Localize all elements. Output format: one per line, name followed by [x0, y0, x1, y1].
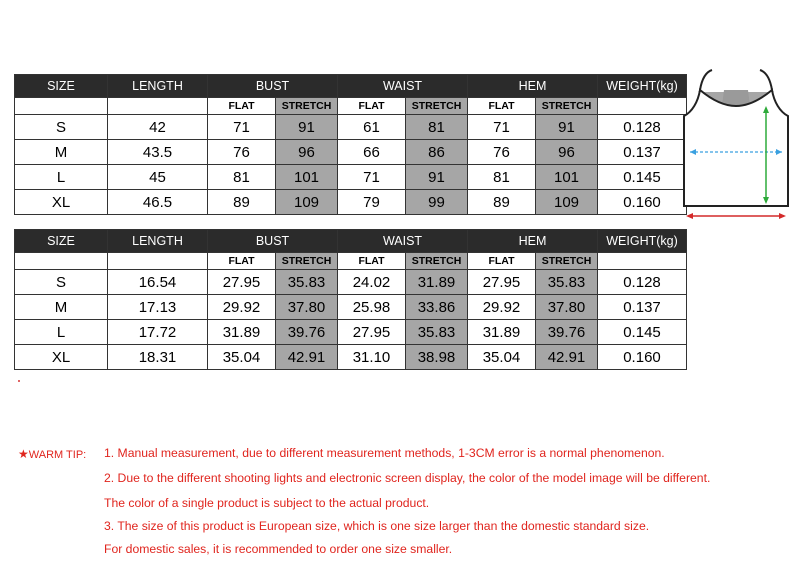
warm-tip-label — [18, 447, 86, 461]
cell-hem-stretch: 101 — [536, 165, 598, 190]
tip-line-2: 2. Due to the different shooting lights and electronic screen display, the color of the model image will be different. — [104, 471, 711, 485]
header-size: SIZE — [15, 75, 108, 98]
cell-hem-flat: 31.89 — [468, 320, 536, 345]
garment-body — [684, 90, 788, 206]
header-size: SIZE — [15, 230, 108, 253]
cell-bust-flat: 76 — [208, 140, 276, 165]
cell-waist-stretch: 99 — [406, 190, 468, 215]
table-row — [15, 320, 687, 345]
subheader-waist-stretch: STRETCH — [406, 253, 468, 270]
strap-right — [760, 70, 772, 90]
cell-waist-stretch: 91 — [406, 165, 468, 190]
cell-hem-flat: 71 — [468, 115, 536, 140]
cell-bust-flat: 71 — [208, 115, 276, 140]
table-row — [15, 165, 687, 190]
tip-line-4: 3. The size of this product is European size, which is one size larger than the domestic standard size. — [104, 519, 650, 533]
cell-weight: 0.137 — [598, 140, 687, 165]
table-row — [15, 140, 687, 165]
size-table-cm — [14, 74, 687, 215]
cell-size: L — [15, 165, 108, 190]
cell-hem-flat: 89 — [468, 190, 536, 215]
cell-bust-flat: 27.95 — [208, 270, 276, 295]
tip-line-5: For domestic sales, it is recommended to order one size smaller. — [104, 542, 453, 556]
cell-length: 17.72 — [108, 320, 208, 345]
neck-panel — [722, 90, 750, 106]
cell-waist-stretch: 33.86 — [406, 295, 468, 320]
cell-hem-stretch: 37.80 — [536, 295, 598, 320]
header-length: LENGTH — [108, 230, 208, 253]
table-header-row — [15, 75, 687, 98]
cell-length: 16.54 — [108, 270, 208, 295]
table-row — [15, 270, 687, 295]
cell-hem-flat: 35.04 — [468, 345, 536, 370]
header-weight: WEIGHT(kg) — [598, 75, 687, 98]
cell-waist-flat: 24.02 — [338, 270, 406, 295]
subheader-waist-flat: FLAT — [338, 98, 406, 115]
cell-waist-stretch: 86 — [406, 140, 468, 165]
table-subheader-row — [15, 98, 687, 115]
cell-waist-flat: 25.98 — [338, 295, 406, 320]
cell-weight: 0.160 — [598, 190, 687, 215]
cell-weight: 0.128 — [598, 270, 687, 295]
cell-weight: 0.160 — [598, 345, 687, 370]
cell-hem-stretch: 42.91 — [536, 345, 598, 370]
header-hem: HEM — [468, 230, 598, 253]
table-row — [15, 190, 687, 215]
stray-dot — [18, 380, 20, 382]
table-row — [15, 295, 687, 320]
cell-length: 17.13 — [108, 295, 208, 320]
subheader-hem-flat: FLAT — [468, 98, 536, 115]
cell-length: 43.5 — [108, 140, 208, 165]
cell-bust-stretch: 91 — [276, 115, 338, 140]
cell-hem-stretch: 109 — [536, 190, 598, 215]
cell-size: XL — [15, 345, 108, 370]
cell-bust-flat: 31.89 — [208, 320, 276, 345]
cell-hem-stretch: 91 — [536, 115, 598, 140]
cell-size: S — [15, 115, 108, 140]
cell-hem-stretch: 35.83 — [536, 270, 598, 295]
cell-waist-flat: 31.10 — [338, 345, 406, 370]
subheader-bust-stretch: STRETCH — [276, 98, 338, 115]
cell-size: L — [15, 320, 108, 345]
star-icon: ★ — [18, 447, 29, 461]
table-row — [15, 345, 687, 370]
subheader-hem-flat: FLAT — [468, 253, 536, 270]
cell-bust-stretch: 109 — [276, 190, 338, 215]
header-waist: WAIST — [338, 230, 468, 253]
cell-hem-flat: 76 — [468, 140, 536, 165]
subheader-hem-stretch: STRETCH — [536, 253, 598, 270]
cell-hem-stretch: 96 — [536, 140, 598, 165]
subheader-waist-flat: FLAT — [338, 253, 406, 270]
cell-bust-flat: 81 — [208, 165, 276, 190]
cell-bust-flat: 29.92 — [208, 295, 276, 320]
cell-hem-flat: 29.92 — [468, 295, 536, 320]
cell-bust-stretch: 35.83 — [276, 270, 338, 295]
cell-length: 18.31 — [108, 345, 208, 370]
cell-bust-stretch: 42.91 — [276, 345, 338, 370]
cell-hem-flat: 27.95 — [468, 270, 536, 295]
header-waist: WAIST — [338, 75, 468, 98]
cell-weight: 0.145 — [598, 165, 687, 190]
hem-arrow-left — [686, 213, 693, 219]
cell-waist-flat: 79 — [338, 190, 406, 215]
header-weight: WEIGHT(kg) — [598, 230, 687, 253]
warm-tip-text: WARM TIP: — [28, 449, 87, 461]
hem-arrow-right — [779, 213, 786, 219]
header-length: LENGTH — [108, 75, 208, 98]
header-bust: BUST — [208, 230, 338, 253]
cell-bust-stretch: 39.76 — [276, 320, 338, 345]
cell-bust-stretch: 96 — [276, 140, 338, 165]
cell-waist-flat: 66 — [338, 140, 406, 165]
cell-weight: 0.137 — [598, 295, 687, 320]
header-bust: BUST — [208, 75, 338, 98]
cell-size: M — [15, 140, 108, 165]
table-subheader-row — [15, 253, 687, 270]
cell-waist-stretch: 81 — [406, 115, 468, 140]
cell-size: M — [15, 295, 108, 320]
cell-waist-flat: 61 — [338, 115, 406, 140]
tank-top-measurement-diagram-icon — [680, 66, 792, 226]
subheader-hem-stretch: STRETCH — [536, 98, 598, 115]
cell-waist-stretch: 35.83 — [406, 320, 468, 345]
size-table-inch — [14, 229, 687, 370]
subheader-waist-stretch: STRETCH — [406, 98, 468, 115]
cell-length: 46.5 — [108, 190, 208, 215]
cell-bust-stretch: 101 — [276, 165, 338, 190]
header-hem: HEM — [468, 75, 598, 98]
subheader-bust-stretch: STRETCH — [276, 253, 338, 270]
cell-size: XL — [15, 190, 108, 215]
cell-waist-flat: 71 — [338, 165, 406, 190]
subheader-bust-flat: FLAT — [208, 253, 276, 270]
cell-bust-stretch: 37.80 — [276, 295, 338, 320]
tip-line-1: 1. Manual measurement, due to different measurement methods, 1-3CM error is a normal phenomenon. — [104, 446, 665, 460]
subheader-bust-flat: FLAT — [208, 98, 276, 115]
cell-weight: 0.145 — [598, 320, 687, 345]
cell-bust-flat: 35.04 — [208, 345, 276, 370]
cell-size: S — [15, 270, 108, 295]
tip-line-3: The color of a single product is subject to the actual product. — [104, 496, 430, 510]
cell-waist-stretch: 31.89 — [406, 270, 468, 295]
table-header-row — [15, 230, 687, 253]
cell-waist-flat: 27.95 — [338, 320, 406, 345]
cell-hem-flat: 81 — [468, 165, 536, 190]
cell-length: 45 — [108, 165, 208, 190]
cell-bust-flat: 89 — [208, 190, 276, 215]
cell-hem-stretch: 39.76 — [536, 320, 598, 345]
table-row — [15, 115, 687, 140]
strap-left — [700, 70, 712, 90]
cell-waist-stretch: 38.98 — [406, 345, 468, 370]
cell-weight: 0.128 — [598, 115, 687, 140]
cell-length: 42 — [108, 115, 208, 140]
